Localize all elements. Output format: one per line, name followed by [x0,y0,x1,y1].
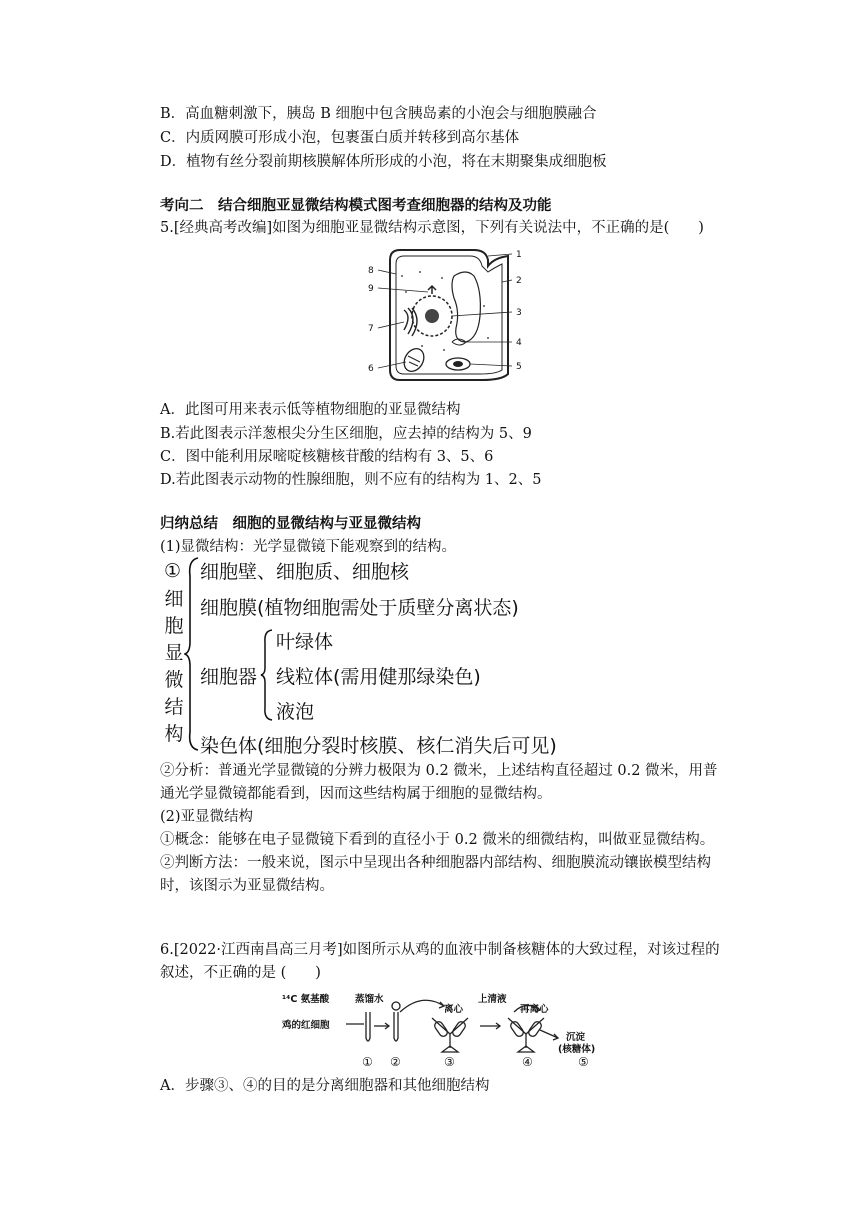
cell-label-4: 4 [516,338,522,348]
summary-judge-1: ②判断方法：一般来说，图示中呈现出各种细胞器内部结构、细胞膜流动镶嵌模型结构 [160,855,711,871]
fig-label-ribosome: (核糖体) [558,1044,596,1055]
summary-concept: ①概念：能够在电子显微镜下看到的直径小于 0.2 微米的细微结构，叫做亚显微结构。 [160,832,715,848]
cell-label-2: 2 [516,276,522,286]
fig-label-rbc: 鸡的红细胞 [282,1020,330,1031]
q6-stem-2: 叙述，不正确的是 ( ) [160,965,321,981]
hw-label-char: 显 [164,642,184,664]
hw-label-num: ① [164,560,182,582]
fig-label-supernatant: 上清液 [478,994,507,1005]
fig-label-sediment: 沉淀 [566,1032,586,1043]
hw-org1: 叶绿体 [276,631,334,653]
hw-label-char: 胞 [164,615,184,637]
cell-structure-figure [362,246,532,384]
hw-org2: 线粒体(需用健那绿染色) [276,666,481,688]
q5-option-a: A．此图可用来表示低等植物细胞的亚显微结构 [160,402,461,418]
fig-label-water: 蒸馏水 [355,994,384,1005]
hw-label-char: 微 [164,669,184,691]
hw-row2: 细胞膜(植物细胞需处于质壁分离状态) [200,597,519,619]
ribosome-prep-figure [282,988,612,1070]
hw-big-brace [184,556,200,752]
hw-row1: 细胞壁、细胞质、细胞核 [200,561,410,583]
summary-title: 归纳总结 细胞的显微结构与亚显微结构 [160,515,421,532]
hw-row4: 染色体(细胞分裂时核膜、核仁消失后可见) [200,735,557,757]
summary-p2: (2)亚显微结构 [160,809,254,825]
hw-label-char: 细 [164,588,184,610]
cell-label-1: 1 [516,250,522,260]
hw-label-char: 构 [164,723,184,745]
hw-label-vertical [163,586,185,748]
q5-stem: 5.[经典高考改编]如图为细胞亚显微结构示意图，下列有关说法中，不正确的是( ) [160,220,704,236]
q4-option-b: B．高血糖刺激下，胰岛 B 细胞中包含胰岛素的小泡会与细胞膜融合 [160,106,597,122]
summary-p1: (1)显微结构：光学显微镜下能观察到的结构。 [160,539,457,555]
cell-label-3: 3 [516,308,522,318]
hw-small-brace [260,628,274,722]
fig-step-5: ⑤ [578,1055,589,1069]
cell-label-5: 5 [516,362,522,372]
fig-step-2: ② [390,1055,401,1069]
cell-label-9: 9 [368,284,374,294]
cell-label-7: 7 [368,324,374,334]
hw-label-char: 结 [164,696,184,718]
q6-option-a: A．步骤③、④的目的是分离细胞器和其他细胞结构 [160,1078,490,1094]
q5-option-c: C．图中能利用尿嘧啶核糖核苷酸的结构有 3、5、6 [160,449,494,465]
q6-stem-1: 6.[2022·江西南昌高三月考]如图所示从鸡的血液中制备核糖体的大致过程，对该过程的 [160,942,720,958]
fig-label-centrifuge: 离心 [444,1004,464,1015]
fig-label-recentrifuge: 再离心 [520,1004,549,1015]
cell-label-6: 6 [368,364,374,374]
section2-title: 考向二 结合细胞亚显微结构模式图考查细胞器的结构及功能 [160,197,552,214]
hw-org3: 液泡 [276,701,315,723]
q5-option-d: D.若此图表示动物的性腺细胞，则不应有的结构为 1、2、5 [160,472,542,488]
fig-step-3: ③ [444,1055,455,1069]
cell-label-8: 8 [368,266,374,276]
q4-option-d: D．植物有丝分裂前期核膜解体所形成的小泡，将在末期聚集成细胞板 [160,154,607,170]
summary-judge-2: 时，该图示为亚显微结构。 [160,878,334,894]
fig-step-1: ① [362,1055,373,1069]
fig-label-c14: ¹⁴C 氨基酸 [282,994,330,1005]
summary-analysis-2: 通光学显微镜都能看到，因而这些结构属于细胞的显微结构。 [160,786,552,802]
q4-option-c: C．内质网膜可形成小泡，包裹蛋白质并转移到高尔基体 [160,130,520,146]
fig-step-4: ④ [522,1055,533,1069]
summary-analysis-1: ②分析：普通光学显微镜的分辨力极限为 0.2 微米，上述结构直径超过 0.2 微米，用普 [160,763,718,779]
hw-organelle: 细胞器 [200,666,258,688]
q5-option-b: B.若此图表示洋葱根尖分生区细胞，应去掉的结构为 5、9 [160,426,532,442]
